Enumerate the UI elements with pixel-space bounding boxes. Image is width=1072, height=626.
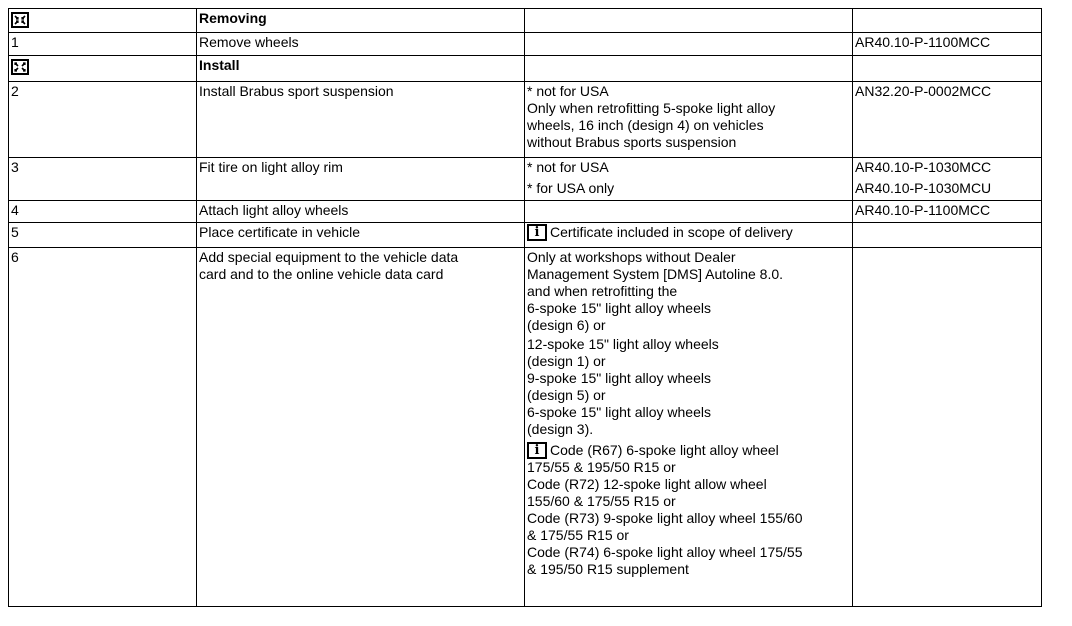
action-line: Add special equipment to the vehicle data bbox=[199, 249, 459, 265]
step-action bbox=[197, 248, 525, 607]
step-cell bbox=[9, 9, 197, 33]
notes-cell bbox=[525, 56, 853, 82]
note-line: without Brabus sports suspension bbox=[527, 134, 737, 150]
note-line: wheels, 16 inch (design 4) on vehicles bbox=[527, 117, 764, 133]
code-line: Code (R72) 12-spoke light allow wheel bbox=[527, 476, 767, 492]
note-line: Only when retrofitting 5-spoke light alloy bbox=[527, 100, 776, 116]
action-line: card and to the online vehicle data card bbox=[199, 266, 444, 282]
step-number: 5 bbox=[9, 223, 197, 248]
disassembly-icon bbox=[11, 12, 29, 28]
notes-cell bbox=[525, 201, 853, 223]
reference-cell bbox=[853, 56, 1042, 82]
code-line: & 195/50 R15 supplement bbox=[527, 561, 689, 577]
table-row bbox=[9, 158, 1042, 201]
note-line: 9-spoke 15" light alloy wheels bbox=[527, 370, 711, 386]
notes-cell bbox=[525, 158, 853, 201]
section-title-install: Install bbox=[197, 56, 525, 82]
note-line: Management System [DMS] Autoline 8.0. bbox=[527, 266, 784, 282]
note-line: 6-spoke 15" light alloy wheels bbox=[527, 404, 711, 420]
reference-cell bbox=[853, 223, 1042, 248]
code-line: 175/55 & 195/50 R15 or bbox=[527, 459, 676, 475]
table-row bbox=[9, 223, 1042, 248]
step-number: 2 bbox=[9, 82, 197, 158]
procedure-table bbox=[8, 8, 1042, 607]
code-line: Code (R74) 6-spoke light alloy wheel 175/55 bbox=[527, 544, 803, 560]
step-number: 4 bbox=[9, 201, 197, 223]
note-line: (design 3). bbox=[527, 421, 594, 437]
step-action: Install Brabus sport suspension bbox=[197, 82, 525, 158]
code-line: 155/60 & 175/55 R15 or bbox=[527, 493, 676, 509]
section-title-removing: Removing bbox=[197, 9, 525, 33]
table-row bbox=[9, 248, 1042, 607]
step-cell bbox=[9, 56, 197, 82]
code-line bbox=[527, 442, 850, 459]
note-line: 12-spoke 15" light alloy wheels bbox=[527, 336, 719, 352]
note-line: Certificate included in scope of delivery bbox=[550, 224, 793, 240]
info-icon: i bbox=[527, 224, 547, 241]
step-action: Place certificate in vehicle bbox=[197, 223, 525, 248]
note-line: (design 5) or bbox=[527, 387, 606, 403]
notes-cell bbox=[525, 248, 853, 607]
reference-link[interactable]: AR40.10-P-1030MCC bbox=[855, 159, 992, 175]
step-number: 3 bbox=[9, 158, 197, 201]
note-line: Only at workshops without Dealer bbox=[527, 249, 736, 265]
step-action: Attach light alloy wheels bbox=[197, 201, 525, 223]
step-number: 6 bbox=[9, 248, 197, 607]
note-line: * not for USA bbox=[527, 159, 609, 175]
info-icon: i bbox=[527, 442, 547, 459]
reference-cell bbox=[853, 248, 1042, 607]
note-line: and when retrofitting the bbox=[527, 283, 678, 299]
reference-link[interactable]: AR40.10-P-1100MCC bbox=[853, 33, 1042, 56]
reference-cell bbox=[853, 9, 1042, 33]
step-action: Fit tire on light alloy rim bbox=[197, 158, 525, 201]
assembly-icon bbox=[11, 59, 29, 75]
note-line: * not for USA bbox=[527, 83, 609, 99]
table-row bbox=[9, 9, 1042, 33]
step-number: 1 bbox=[9, 33, 197, 56]
notes-cell bbox=[525, 33, 853, 56]
table-row bbox=[9, 56, 1042, 82]
reference-link[interactable]: AR40.10-P-1100MCC bbox=[853, 201, 1042, 223]
notes-cell bbox=[525, 82, 853, 158]
note-line: (design 6) or bbox=[527, 317, 606, 333]
reference-cell bbox=[853, 158, 1042, 201]
table-row bbox=[9, 33, 1042, 56]
reference-link[interactable]: AN32.20-P-0002MCC bbox=[853, 82, 1042, 158]
table-row bbox=[9, 82, 1042, 158]
notes-cell bbox=[525, 9, 853, 33]
note-line: * for USA only bbox=[527, 180, 615, 196]
note-line: (design 1) or bbox=[527, 353, 606, 369]
reference-link[interactable]: AR40.10-P-1030MCU bbox=[855, 180, 992, 196]
code-line: Code (R73) 9-spoke light alloy wheel 155/60 bbox=[527, 510, 803, 526]
note-line: 6-spoke 15" light alloy wheels bbox=[527, 300, 711, 316]
notes-cell bbox=[525, 223, 853, 248]
table-row bbox=[9, 201, 1042, 223]
code-text: Code (R67) 6-spoke light alloy wheel bbox=[550, 442, 779, 458]
step-action: Remove wheels bbox=[197, 33, 525, 56]
code-line: & 175/55 R15 or bbox=[527, 527, 629, 543]
